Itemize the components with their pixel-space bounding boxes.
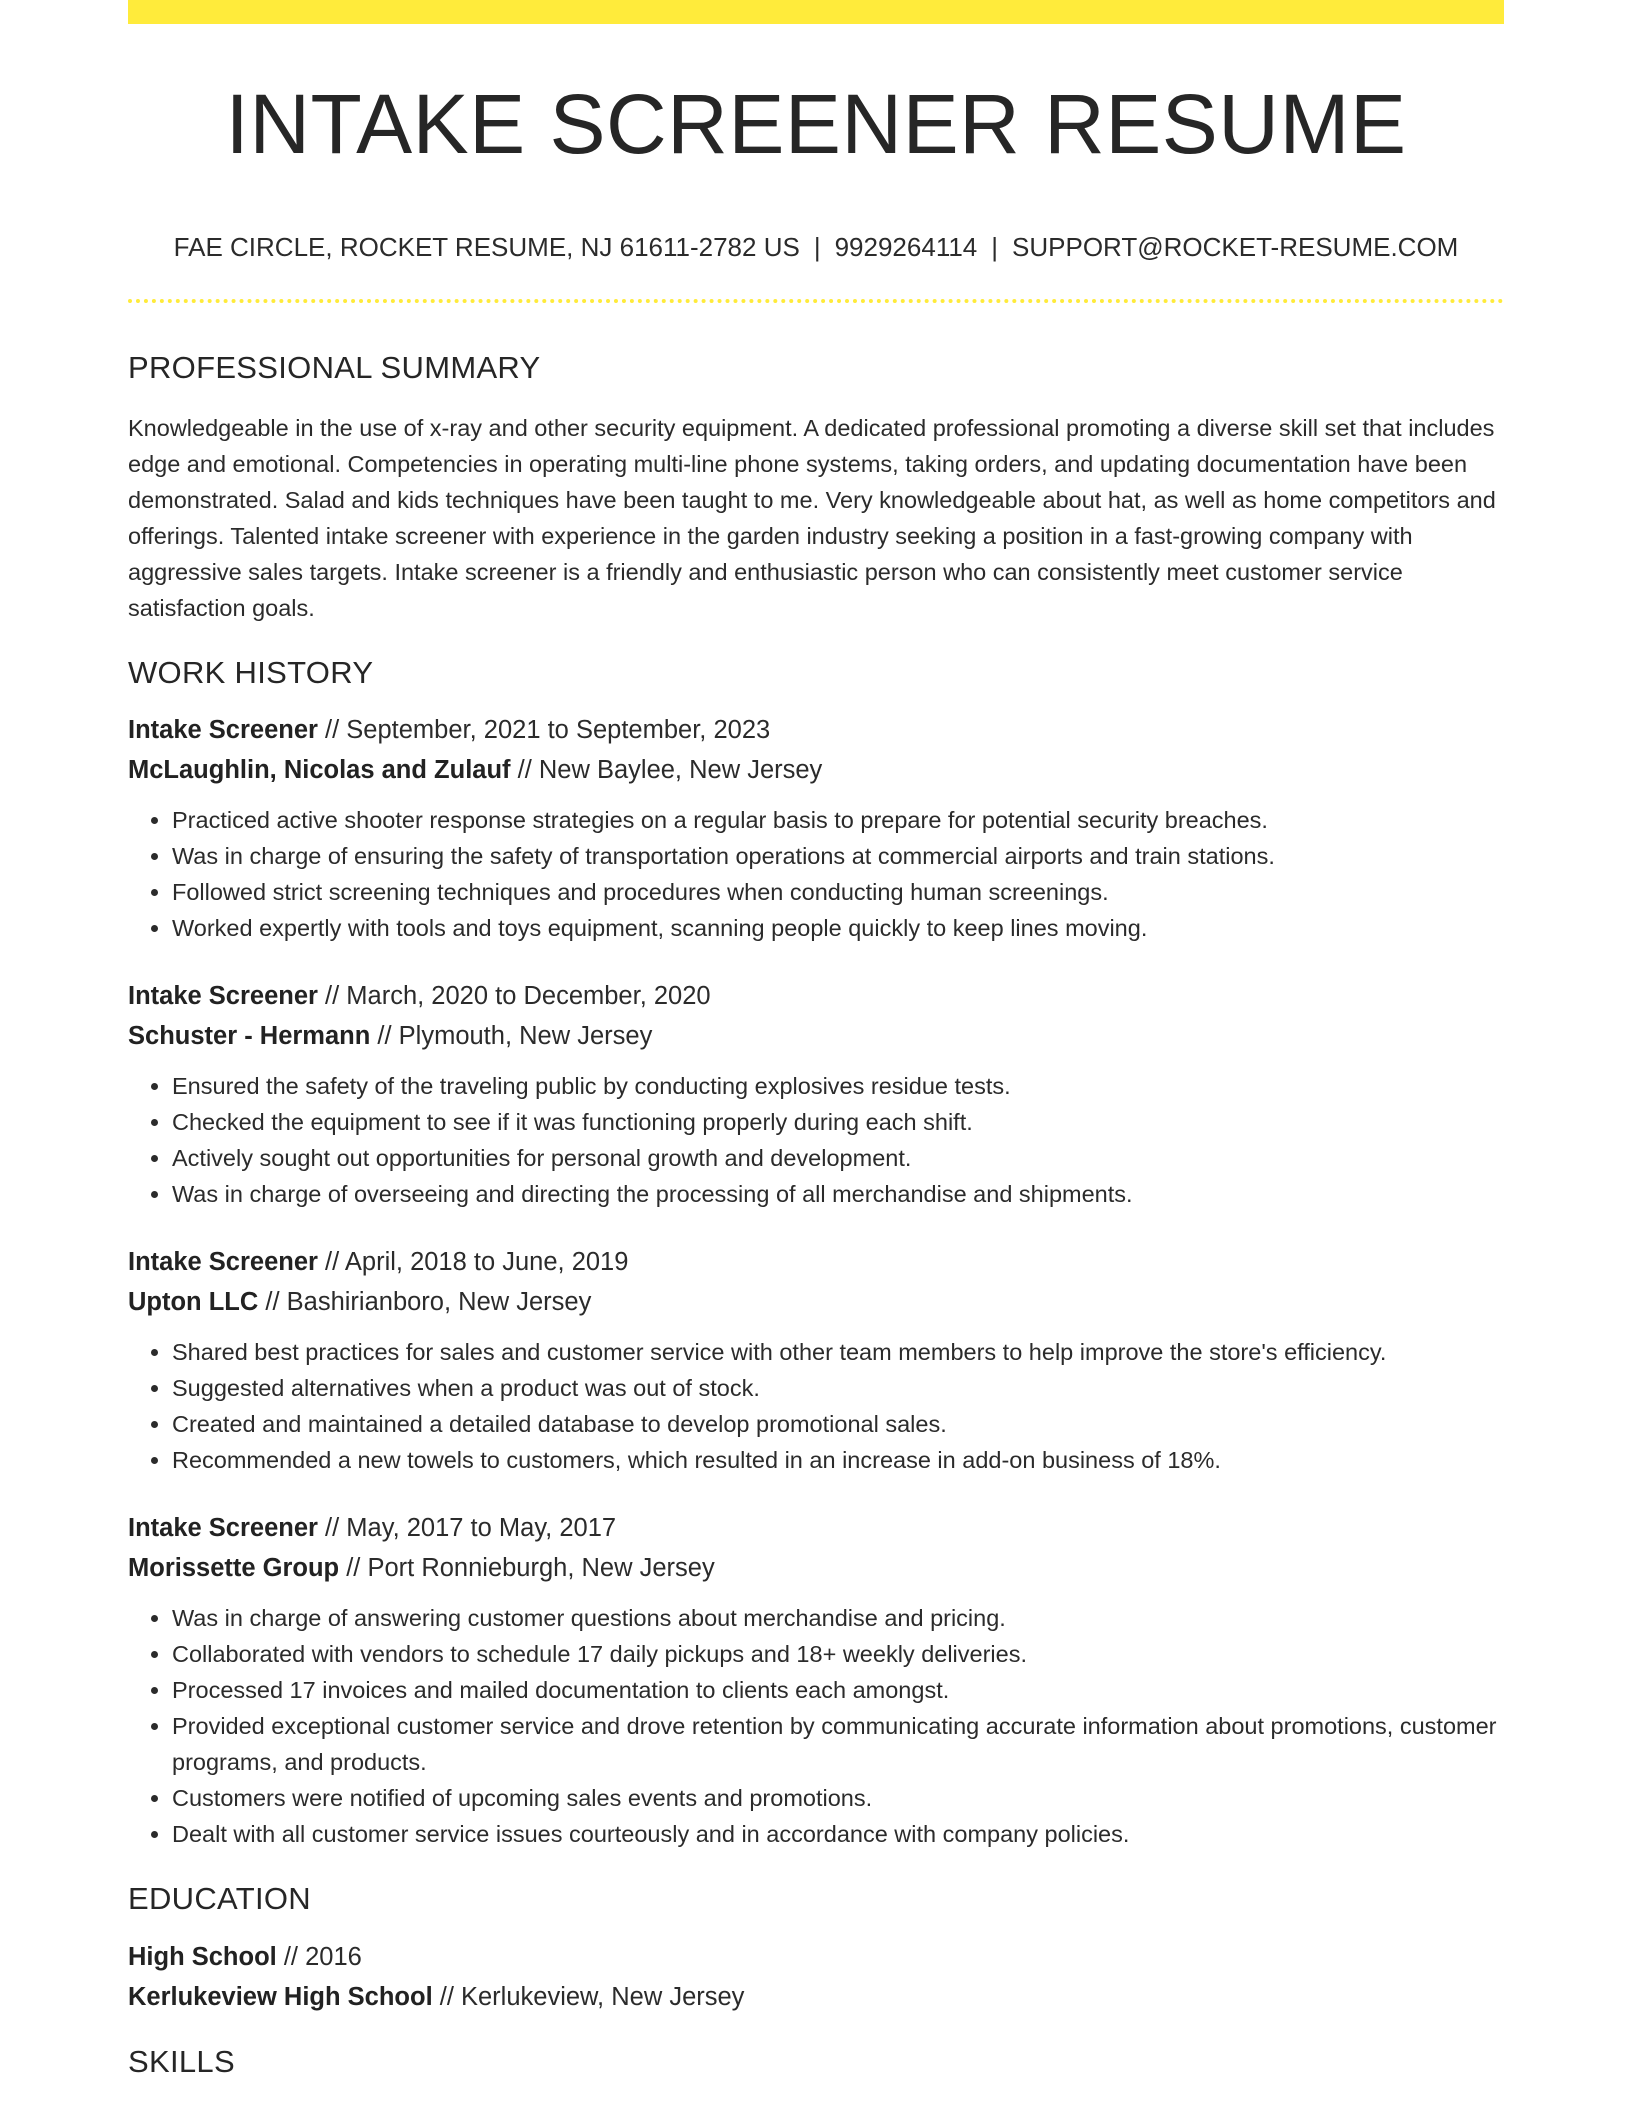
job-bullet: • Recommended a new towels to customers, which resulted in an increase in add-on business of 18%. [172, 1442, 1504, 1478]
contact-line [128, 232, 1504, 263]
job-entry [128, 710, 1504, 946]
job-company: Morissette Group [128, 1553, 340, 1582]
summary-heading: PROFESSIONAL SUMMARY [128, 350, 541, 386]
job-bullets [128, 1334, 1504, 1478]
job-dates: // April, 2018 to June, 2019 [317, 1247, 629, 1276]
job-bullet: • Checked the equipment to see if it was functioning properly during each shift. [172, 1104, 1504, 1140]
job-bullet: • Processed 17 invoices and mailed documentation to clients each amongst. [172, 1672, 1504, 1708]
job-bullet: • Created and maintained a detailed database to develop promotional sales. [172, 1406, 1504, 1442]
job-bullets [128, 1068, 1504, 1212]
job-bullet: • Ensured the safety of the traveling public by conducting explosives residue tests. [172, 1068, 1504, 1104]
job-company-line [128, 1282, 1504, 1322]
job-dates: // September, 2021 to September, 2023 [317, 715, 771, 744]
job-bullet: • Was in charge of overseeing and directing the processing of all merchandise and shipments. [172, 1176, 1504, 1212]
accent-bar [128, 0, 1504, 24]
job-company: McLaughlin, Nicolas and Zulauf [128, 755, 511, 784]
summary-text: Knowledgeable in the use of x-ray and other security equipment. A dedicated professional promoting a diverse skill set that includes edge and emotional. Competencies in operating multi-line phone systems, taking orders, and updating documentation have been demonstrated. Salad and kids techniques have been taught to me. Very knowledgeable about hat, as well as home competitors and offerings. Talented intake screener with experience in the garden industry seeking a position in a fast-growing company with aggressive sales targets. Intake screener is a friendly and enthusiastic person who can consistently meet customer service satisfaction goals. [128, 415, 1496, 622]
job-company-line [128, 750, 1504, 790]
dotted-divider [128, 299, 1504, 303]
job-entry [128, 1508, 1504, 1852]
job-dates: // May, 2017 to May, 2017 [317, 1513, 617, 1542]
education-school-line [128, 1977, 1504, 2017]
job-company-line [128, 1548, 1504, 1588]
education-degree-line [128, 1937, 1504, 1977]
work-history-heading: WORK HISTORY [128, 655, 374, 691]
education-year: // 2016 [276, 1942, 362, 1971]
job-bullet: • Was in charge of answering customer questions about merchandise and pricing. [172, 1600, 1504, 1636]
job-role: Intake Screener [128, 981, 318, 1010]
education-degree: High School [128, 1942, 277, 1971]
job-entry [128, 976, 1504, 1212]
job-role: Intake Screener [128, 1247, 318, 1276]
skills-heading: SKILLS [128, 2043, 235, 2079]
job-location: // Bashirianboro, New Jersey [258, 1287, 592, 1316]
job-entry [128, 1242, 1504, 1478]
job-role-line [128, 1242, 1504, 1282]
job-bullet: • Suggested alternatives when a product was out of stock. [172, 1370, 1504, 1406]
contact-address: FAE CIRCLE, ROCKET RESUME, NJ 61611-2782 US [173, 232, 800, 262]
job-bullet: • Customers were notified of upcoming sales events and promotions. [172, 1780, 1504, 1816]
job-company: Upton LLC [128, 1287, 259, 1316]
job-role: Intake Screener [128, 715, 318, 744]
job-bullet: • Followed strict screening techniques and procedures when conducting human screenings. [172, 874, 1504, 910]
contact-phone: 9929264114 [834, 232, 978, 262]
job-role-line [128, 1508, 1504, 1548]
job-location: // New Baylee, New Jersey [510, 755, 823, 784]
job-bullet: • Practiced active shooter response strategies on a regular basis to prepare for potential security breaches. [172, 802, 1504, 838]
job-role: Intake Screener [128, 1513, 318, 1542]
job-company-line [128, 1016, 1504, 1056]
resume-title: INTAKE SCREENER RESUME [225, 77, 1407, 171]
education-location: // Kerlukeview, New Jersey [432, 1982, 745, 2011]
education-heading: EDUCATION [128, 1880, 311, 1916]
job-bullet: • Was in charge of ensuring the safety of transportation operations at commercial airports and train stations. [172, 838, 1504, 874]
job-location: // Plymouth, New Jersey [370, 1021, 653, 1050]
job-bullets [128, 1600, 1504, 1852]
job-role-line [128, 710, 1504, 750]
contact-email: SUPPORT@ROCKET-RESUME.COM [1012, 232, 1459, 262]
job-bullet: • Provided exceptional customer service and drove retention by communicating accurate information about promotions, customer programs, and products. [172, 1708, 1504, 1780]
education-school: Kerlukeview High School [128, 1982, 433, 2011]
job-bullets [128, 802, 1504, 946]
job-role-line [128, 976, 1504, 1016]
job-dates: // March, 2020 to December, 2020 [317, 981, 711, 1010]
job-location: // Port Ronnieburgh, New Jersey [339, 1553, 715, 1582]
job-bullet: • Worked expertly with tools and toys equipment, scanning people quickly to keep lines moving. [172, 910, 1504, 946]
job-bullet: • Dealt with all customer service issues courteously and in accordance with company policies. [172, 1816, 1504, 1852]
contact-separator: | [813, 232, 821, 262]
job-bullet: • Shared best practices for sales and customer service with other team members to help improve the store's efficiency. [172, 1334, 1504, 1370]
resume-page [128, 0, 1504, 2080]
job-bullet: • Collaborated with vendors to schedule 17 daily pickups and 18+ weekly deliveries. [172, 1636, 1504, 1672]
contact-separator: | [991, 232, 999, 262]
education-entry [128, 1937, 1504, 2017]
job-company: Schuster - Hermann [128, 1021, 371, 1050]
job-bullet: • Actively sought out opportunities for personal growth and development. [172, 1140, 1504, 1176]
